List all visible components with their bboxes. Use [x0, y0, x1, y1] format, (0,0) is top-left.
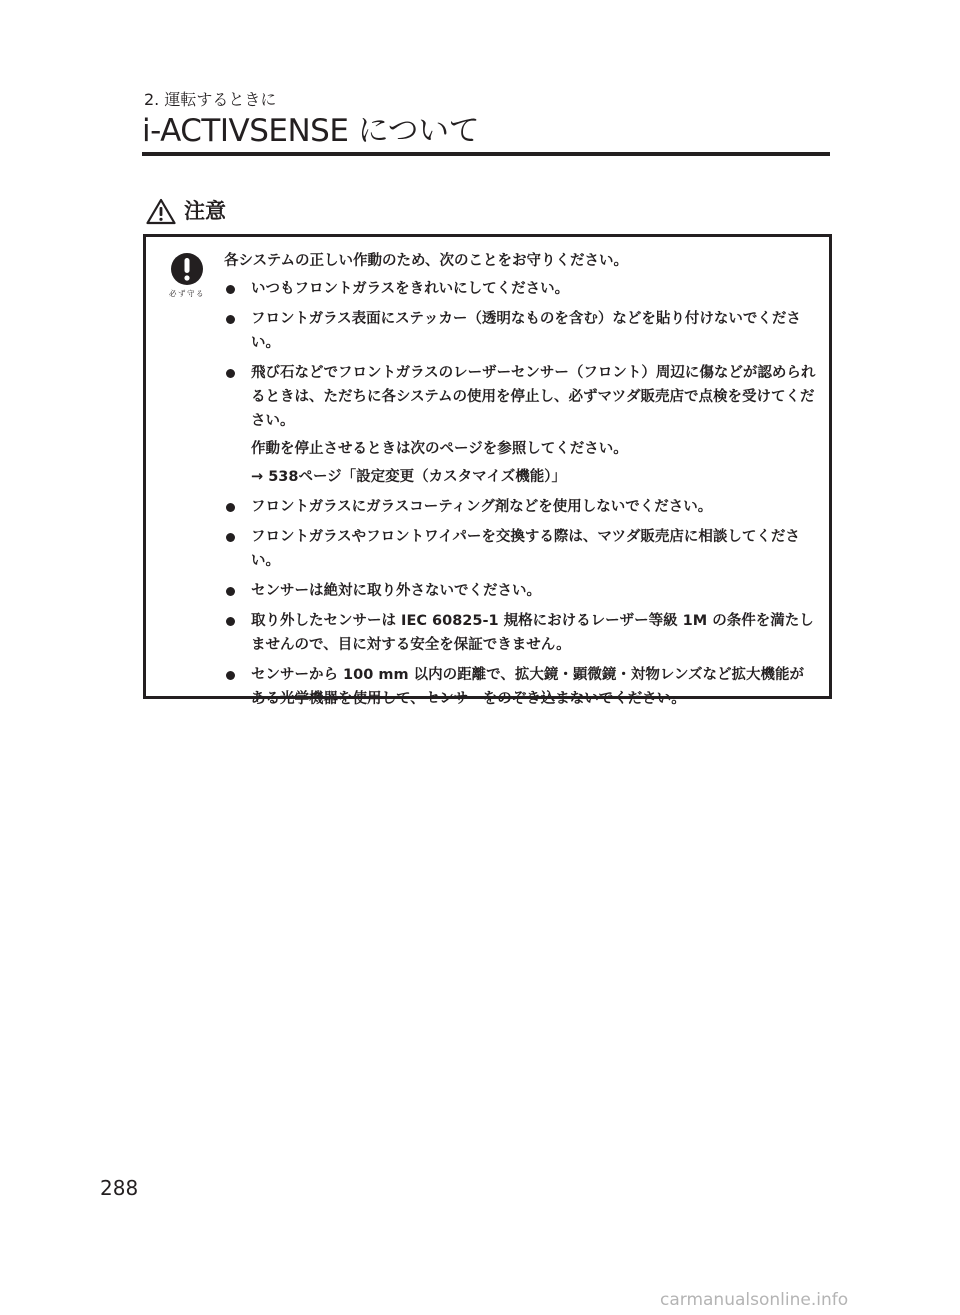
list-item: [224, 361, 818, 489]
bullet-icon: [226, 533, 235, 542]
list-item: [224, 579, 818, 603]
must-observe-badge: [165, 252, 209, 299]
list-item-subtext: 作動を停止させるときは次のページを参照してください。: [251, 441, 628, 457]
must-observe-label: 必ず守る: [169, 289, 205, 298]
caution-label: 注意: [184, 199, 226, 223]
caution-heading: [146, 196, 226, 226]
bullet-icon: [226, 315, 235, 324]
list-item: [224, 495, 818, 519]
exclamation-circle-icon: [165, 252, 209, 286]
list-item-text: いつもフロントガラスをきれいにしてください。: [251, 281, 570, 297]
list-item: [224, 307, 818, 355]
bullet-icon: [226, 369, 235, 378]
list-item: [224, 525, 818, 573]
list-item-text: フロントガラス表面にステッカー（透明なものを含む）などを貼り付けないでください。: [251, 311, 801, 351]
page-number: 288: [100, 1176, 139, 1200]
bullet-icon: [226, 503, 235, 512]
list-item-text: フロントガラスやフロントワイパーを交換する際は、マツダ販売店に相談してください。: [251, 529, 800, 569]
caution-lead: 各システムの正しい作動のため、次のことをお守りください。: [224, 253, 628, 269]
caution-list: [224, 277, 818, 711]
warning-triangle-icon: [146, 198, 176, 225]
list-item-text: 取り外したセンサーは IEC 60825-1 規格におけるレーザー等級 1M の条件を満たしませんので、目に対する安全を保証できません。: [251, 613, 814, 653]
list-item-text: 飛び石などでフロントガラスのレーザーセンサー（フロント）周辺に傷などが認められるときは、ただちに各システムの使用を停止し、必ずマツダ販売店で点検を受けてください。: [251, 365, 816, 429]
caution-content: [224, 249, 818, 717]
breadcrumb: 2. 運転するときに: [144, 90, 277, 109]
page-reference: → 538ページ「設定変更（カスタマイズ機能）」: [251, 469, 566, 485]
list-item-text: フロントガラスにガラスコーティング剤などを使用しないでください。: [251, 499, 713, 515]
title-divider: [142, 152, 830, 156]
page-title: i-ACTIVSENSE について: [142, 113, 480, 149]
watermark: carmanualsonline.info: [660, 1290, 849, 1310]
bullet-icon: [226, 587, 235, 596]
bullet-icon: [226, 671, 235, 680]
list-item: [224, 663, 818, 711]
list-item: [224, 277, 818, 301]
list-item-text: センサーから 100 mm 以内の距離で、拡大鏡・顕微鏡・対物レンズなど拡大機能がある光学機器を使用して、センサーをのぞき込まないでください。: [251, 667, 805, 707]
list-item-text: センサーは絶対に取り外さないでください。: [251, 583, 541, 599]
bullet-icon: [226, 617, 235, 626]
bullet-icon: [226, 285, 235, 294]
list-item: [224, 609, 818, 657]
caution-box: [143, 234, 832, 707]
